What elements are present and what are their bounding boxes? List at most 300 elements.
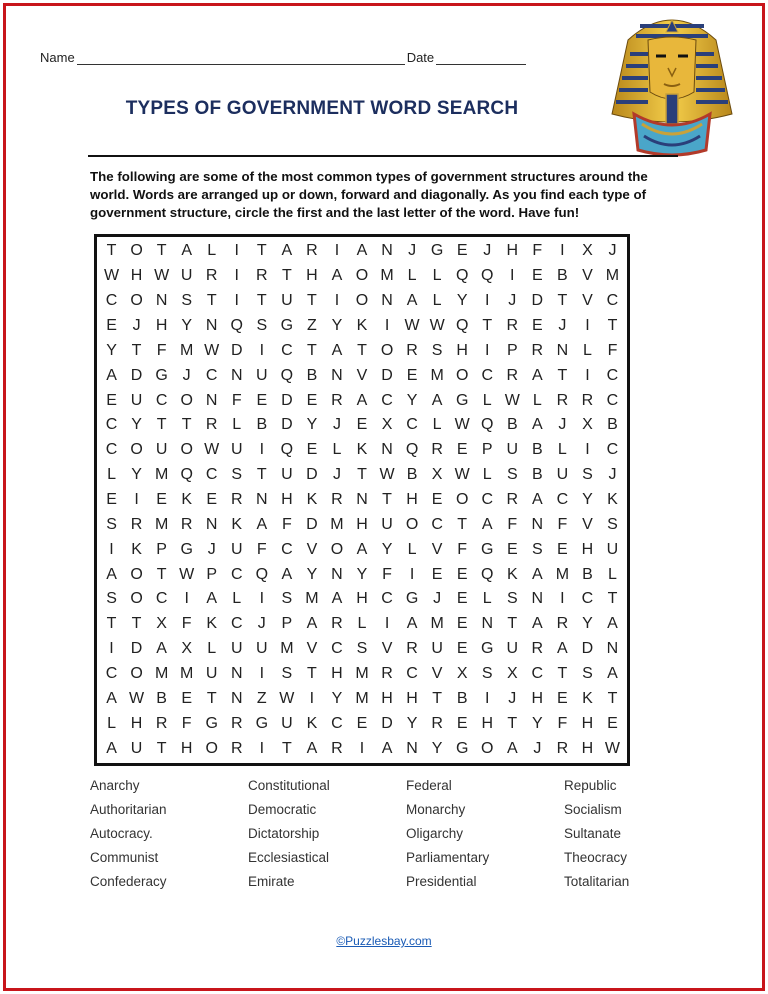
grid-letter[interactable]: N bbox=[331, 565, 343, 583]
grid-letter[interactable]: N bbox=[531, 515, 544, 533]
grid-letter[interactable]: J bbox=[332, 466, 341, 484]
grid-letter[interactable]: R bbox=[556, 615, 569, 633]
grid-letter[interactable]: X bbox=[506, 664, 518, 682]
grid-letter[interactable]: I bbox=[109, 640, 114, 658]
grid-letter[interactable]: F bbox=[557, 515, 568, 533]
grid-letter[interactable]: N bbox=[531, 590, 544, 608]
grid-letter[interactable]: C bbox=[556, 490, 569, 508]
grid-letter[interactable]: O bbox=[380, 341, 394, 359]
grid-letter[interactable]: R bbox=[556, 739, 569, 757]
grid-letter[interactable]: O bbox=[455, 490, 469, 508]
grid-letter[interactable]: C bbox=[105, 441, 118, 459]
grid-letter[interactable]: T bbox=[482, 316, 493, 334]
grid-letter[interactable]: U bbox=[431, 640, 443, 658]
grid-letter[interactable]: T bbox=[281, 739, 292, 757]
grid-letter[interactable]: C bbox=[205, 366, 218, 384]
grid-letter[interactable]: U bbox=[281, 466, 293, 484]
grid-letter[interactable]: P bbox=[281, 615, 293, 633]
grid-letter[interactable]: G bbox=[180, 540, 193, 558]
grid-letter[interactable]: A bbox=[481, 515, 493, 533]
grid-letter[interactable]: C bbox=[406, 416, 418, 434]
grid-letter[interactable]: D bbox=[130, 366, 143, 384]
grid-letter[interactable]: S bbox=[531, 540, 543, 558]
grid-letter[interactable]: A bbox=[531, 565, 543, 583]
grid-letter[interactable]: A bbox=[531, 416, 543, 434]
grid-letter[interactable]: C bbox=[481, 366, 493, 384]
grid-letter[interactable]: J bbox=[408, 242, 417, 260]
grid-letter[interactable]: C bbox=[481, 490, 493, 508]
grid-letter[interactable]: J bbox=[257, 615, 266, 633]
grid-letter[interactable]: E bbox=[456, 565, 468, 583]
name-field[interactable] bbox=[77, 52, 405, 65]
grid-letter[interactable]: A bbox=[531, 366, 543, 384]
grid-letter[interactable]: N bbox=[556, 341, 569, 359]
grid-letter[interactable]: Y bbox=[582, 490, 593, 508]
grid-letter[interactable]: S bbox=[256, 316, 268, 334]
grid-letter[interactable]: Z bbox=[256, 689, 267, 707]
grid-letter[interactable]: I bbox=[234, 267, 239, 285]
grid-letter[interactable]: H bbox=[581, 739, 594, 757]
grid-letter[interactable]: L bbox=[207, 640, 217, 658]
grid-letter[interactable]: F bbox=[382, 565, 392, 583]
grid-letter[interactable]: O bbox=[130, 242, 143, 260]
grid-letter[interactable]: I bbox=[309, 689, 315, 707]
grid-letter[interactable]: T bbox=[557, 366, 568, 384]
grid-letter[interactable]: U bbox=[606, 540, 619, 558]
grid-letter[interactable]: N bbox=[205, 391, 218, 409]
grid-letter[interactable]: T bbox=[206, 292, 217, 310]
grid-letter[interactable]: Y bbox=[306, 416, 318, 434]
grid-letter[interactable]: A bbox=[607, 664, 618, 682]
grid-letter[interactable]: Q bbox=[481, 267, 494, 285]
grid-letter[interactable]: K bbox=[306, 490, 318, 508]
grid-letter[interactable]: R bbox=[306, 242, 318, 260]
grid-letter[interactable]: O bbox=[355, 292, 369, 310]
grid-letter[interactable]: Y bbox=[381, 540, 393, 558]
grid-letter[interactable]: T bbox=[256, 292, 267, 310]
grid-letter[interactable]: A bbox=[356, 242, 368, 260]
grid-letter[interactable]: D bbox=[306, 515, 318, 533]
grid-letter[interactable]: L bbox=[557, 441, 567, 459]
grid-letter[interactable]: J bbox=[608, 466, 617, 484]
grid-letter[interactable]: B bbox=[156, 689, 167, 707]
grid-letter[interactable]: R bbox=[406, 640, 418, 658]
grid-letter[interactable]: I bbox=[585, 441, 590, 459]
grid-letter[interactable]: N bbox=[230, 664, 243, 682]
grid-letter[interactable]: M bbox=[430, 615, 444, 633]
grid-letter[interactable]: L bbox=[232, 590, 242, 608]
grid-letter[interactable]: W bbox=[103, 267, 120, 285]
grid-letter[interactable]: U bbox=[130, 391, 143, 409]
grid-letter[interactable]: G bbox=[481, 540, 494, 558]
grid-letter[interactable]: E bbox=[531, 316, 543, 334]
grid-letter[interactable]: R bbox=[531, 341, 544, 359]
grid-letter[interactable]: N bbox=[381, 441, 393, 459]
grid-letter[interactable]: R bbox=[230, 739, 243, 757]
grid-letter[interactable]: O bbox=[355, 267, 369, 285]
grid-letter[interactable]: A bbox=[281, 242, 293, 260]
grid-letter[interactable]: E bbox=[356, 416, 368, 434]
grid-letter[interactable]: M bbox=[280, 640, 294, 658]
grid-letter[interactable]: I bbox=[485, 292, 490, 310]
grid-letter[interactable]: Q bbox=[455, 267, 469, 285]
grid-letter[interactable]: C bbox=[531, 664, 544, 682]
grid-letter[interactable]: T bbox=[281, 267, 292, 285]
grid-letter[interactable]: A bbox=[156, 640, 167, 658]
grid-letter[interactable]: H bbox=[306, 267, 318, 285]
grid-letter[interactable]: I bbox=[184, 590, 189, 608]
grid-letter[interactable]: P bbox=[506, 341, 518, 359]
grid-letter[interactable]: W bbox=[179, 565, 195, 583]
grid-letter[interactable]: R bbox=[506, 316, 519, 334]
grid-letter[interactable]: O bbox=[130, 441, 143, 459]
grid-letter[interactable]: Y bbox=[106, 341, 117, 359]
grid-letter[interactable]: E bbox=[156, 490, 167, 508]
grid-letter[interactable]: O bbox=[205, 739, 218, 757]
grid-letter[interactable]: E bbox=[256, 391, 268, 409]
grid-letter[interactable]: T bbox=[557, 292, 568, 310]
grid-letter[interactable]: H bbox=[381, 689, 393, 707]
grid-letter[interactable]: T bbox=[432, 689, 443, 707]
grid-letter[interactable]: L bbox=[407, 267, 417, 285]
grid-letter[interactable]: U bbox=[205, 664, 218, 682]
grid-letter[interactable]: C bbox=[281, 540, 293, 558]
grid-letter[interactable]: Y bbox=[406, 714, 418, 732]
grid-letter[interactable]: S bbox=[582, 466, 593, 484]
grid-letter[interactable]: B bbox=[456, 689, 468, 707]
grid-letter[interactable]: B bbox=[306, 366, 318, 384]
grid-letter[interactable]: X bbox=[431, 466, 443, 484]
grid-letter[interactable]: H bbox=[180, 739, 193, 757]
grid-letter[interactable]: F bbox=[557, 714, 568, 732]
grid-letter[interactable]: N bbox=[256, 490, 268, 508]
grid-letter[interactable]: E bbox=[456, 640, 468, 658]
grid-letter[interactable]: R bbox=[431, 441, 443, 459]
grid-letter[interactable]: A bbox=[106, 366, 117, 384]
grid-letter[interactable]: J bbox=[182, 366, 191, 384]
grid-letter[interactable]: L bbox=[107, 466, 116, 484]
grid-letter[interactable]: T bbox=[557, 664, 568, 682]
grid-letter[interactable]: L bbox=[432, 292, 442, 310]
grid-letter[interactable]: R bbox=[406, 341, 418, 359]
grid-letter[interactable]: K bbox=[582, 689, 593, 707]
grid-letter[interactable]: J bbox=[558, 416, 567, 434]
grid-letter[interactable]: C bbox=[606, 391, 619, 409]
grid-letter[interactable]: U bbox=[281, 714, 293, 732]
grid-letter[interactable]: Q bbox=[481, 565, 494, 583]
grid-letter[interactable]: G bbox=[430, 242, 444, 260]
grid-letter[interactable]: G bbox=[455, 391, 469, 409]
grid-letter[interactable]: T bbox=[106, 615, 117, 633]
grid-letter[interactable]: B bbox=[607, 416, 618, 434]
grid-letter[interactable]: T bbox=[307, 292, 317, 310]
grid-letter[interactable]: R bbox=[256, 267, 268, 285]
grid-letter[interactable]: X bbox=[456, 664, 468, 682]
grid-letter[interactable]: V bbox=[582, 292, 593, 310]
grid-letter[interactable]: E bbox=[106, 490, 117, 508]
grid-letter[interactable]: T bbox=[357, 341, 367, 359]
grid-letter[interactable]: G bbox=[255, 714, 269, 732]
grid-letter[interactable]: M bbox=[605, 267, 620, 285]
grid-letter[interactable]: D bbox=[381, 366, 393, 384]
grid-letter[interactable]: Q bbox=[280, 366, 294, 384]
grid-letter[interactable]: F bbox=[532, 242, 543, 260]
grid-letter[interactable]: K bbox=[356, 441, 368, 459]
grid-letter[interactable]: H bbox=[406, 490, 418, 508]
grid-letter[interactable]: H bbox=[331, 664, 343, 682]
grid-letter[interactable]: F bbox=[457, 540, 468, 558]
grid-letter[interactable]: J bbox=[558, 316, 567, 334]
grid-letter[interactable]: L bbox=[332, 441, 342, 459]
grid-letter[interactable]: H bbox=[456, 341, 468, 359]
grid-letter[interactable]: C bbox=[381, 391, 393, 409]
grid-letter[interactable]: I bbox=[234, 242, 239, 260]
grid-letter[interactable]: A bbox=[106, 739, 117, 757]
grid-letter[interactable]: T bbox=[507, 714, 518, 732]
grid-letter[interactable]: N bbox=[381, 242, 393, 260]
grid-letter[interactable]: I bbox=[485, 689, 490, 707]
grid-letter[interactable]: P bbox=[206, 565, 218, 583]
grid-letter[interactable]: N bbox=[406, 739, 418, 757]
grid-letter[interactable]: A bbox=[256, 515, 268, 533]
grid-letter[interactable]: C bbox=[331, 714, 343, 732]
grid-letter[interactable]: A bbox=[106, 565, 117, 583]
grid-letter[interactable]: K bbox=[506, 565, 518, 583]
grid-letter[interactable]: A bbox=[281, 565, 293, 583]
grid-letter[interactable]: N bbox=[205, 316, 218, 334]
grid-letter[interactable]: A bbox=[356, 391, 368, 409]
grid-letter[interactable]: G bbox=[205, 714, 218, 732]
grid-letter[interactable]: M bbox=[555, 565, 570, 583]
grid-letter[interactable]: T bbox=[507, 615, 518, 633]
grid-letter[interactable]: C bbox=[381, 590, 393, 608]
grid-letter[interactable]: D bbox=[306, 466, 318, 484]
grid-letter[interactable]: N bbox=[230, 689, 243, 707]
grid-letter[interactable]: E bbox=[456, 714, 468, 732]
grid-letter[interactable]: F bbox=[181, 615, 192, 633]
grid-letter[interactable]: Q bbox=[481, 416, 494, 434]
grid-letter[interactable]: C bbox=[606, 441, 619, 459]
grid-letter[interactable]: R bbox=[381, 664, 393, 682]
grid-letter[interactable]: J bbox=[608, 242, 617, 260]
grid-letter[interactable]: C bbox=[331, 640, 343, 658]
grid-letter[interactable]: S bbox=[607, 515, 618, 533]
grid-letter[interactable]: T bbox=[607, 316, 618, 334]
grid-letter[interactable]: M bbox=[154, 515, 169, 533]
grid-letter[interactable]: T bbox=[131, 341, 142, 359]
grid-letter[interactable]: S bbox=[106, 515, 117, 533]
grid-letter[interactable]: E bbox=[356, 714, 368, 732]
grid-letter[interactable]: S bbox=[181, 292, 192, 310]
grid-letter[interactable]: E bbox=[456, 590, 468, 608]
grid-letter[interactable]: M bbox=[154, 466, 169, 484]
grid-letter[interactable]: D bbox=[230, 341, 243, 359]
grid-letter[interactable]: E bbox=[506, 540, 518, 558]
grid-letter[interactable]: T bbox=[181, 416, 192, 434]
grid-letter[interactable]: W bbox=[429, 316, 445, 334]
grid-letter[interactable]: J bbox=[508, 689, 517, 707]
grid-letter[interactable]: H bbox=[531, 689, 544, 707]
grid-letter[interactable]: H bbox=[130, 267, 143, 285]
grid-letter[interactable]: U bbox=[230, 540, 243, 558]
grid-letter[interactable]: R bbox=[205, 416, 218, 434]
grid-letter[interactable]: V bbox=[356, 366, 368, 384]
grid-letter[interactable]: M bbox=[180, 341, 194, 359]
grid-letter[interactable]: C bbox=[606, 292, 619, 310]
grid-letter[interactable]: V bbox=[431, 664, 443, 682]
grid-letter[interactable]: L bbox=[582, 341, 592, 359]
grid-letter[interactable]: T bbox=[106, 242, 117, 260]
grid-letter[interactable]: H bbox=[406, 689, 418, 707]
grid-letter[interactable]: A bbox=[557, 640, 568, 658]
grid-letter[interactable]: V bbox=[582, 267, 593, 285]
grid-letter[interactable]: Q bbox=[405, 441, 419, 459]
grid-letter[interactable]: Y bbox=[131, 466, 142, 484]
grid-letter[interactable]: E bbox=[181, 689, 192, 707]
grid-letter[interactable]: H bbox=[281, 490, 293, 508]
grid-letter[interactable]: E bbox=[456, 242, 468, 260]
grid-letter[interactable]: U bbox=[256, 366, 268, 384]
date-field[interactable] bbox=[436, 52, 526, 65]
grid-letter[interactable]: Y bbox=[356, 565, 368, 583]
grid-letter[interactable]: Y bbox=[582, 615, 593, 633]
grid-letter[interactable]: S bbox=[106, 590, 117, 608]
grid-letter[interactable]: H bbox=[356, 590, 368, 608]
grid-letter[interactable]: T bbox=[457, 515, 468, 533]
grid-letter[interactable]: L bbox=[532, 391, 542, 409]
grid-letter[interactable]: A bbox=[331, 590, 343, 608]
grid-letter[interactable]: I bbox=[259, 590, 265, 608]
grid-letter[interactable]: R bbox=[556, 391, 569, 409]
grid-letter[interactable]: O bbox=[180, 391, 193, 409]
grid-letter[interactable]: S bbox=[481, 664, 493, 682]
grid-letter[interactable]: M bbox=[380, 267, 394, 285]
grid-letter[interactable]: R bbox=[531, 640, 544, 658]
grid-letter[interactable]: X bbox=[381, 416, 393, 434]
grid-letter[interactable]: J bbox=[508, 292, 517, 310]
grid-letter[interactable]: T bbox=[357, 466, 367, 484]
grid-letter[interactable]: I bbox=[134, 490, 139, 508]
grid-letter[interactable]: C bbox=[230, 565, 243, 583]
grid-letter[interactable]: O bbox=[481, 739, 494, 757]
grid-letter[interactable]: M bbox=[330, 515, 344, 533]
grid-letter[interactable]: W bbox=[129, 689, 145, 707]
grid-letter[interactable]: P bbox=[481, 441, 493, 459]
grid-letter[interactable]: L bbox=[432, 416, 442, 434]
grid-letter[interactable]: O bbox=[130, 565, 143, 583]
grid-letter[interactable]: W bbox=[204, 341, 220, 359]
grid-letter[interactable]: L bbox=[357, 615, 367, 633]
grid-letter[interactable]: N bbox=[381, 292, 393, 310]
grid-letter[interactable]: R bbox=[331, 615, 343, 633]
grid-letter[interactable]: K bbox=[206, 615, 218, 633]
grid-letter[interactable]: G bbox=[280, 316, 294, 334]
grid-letter[interactable]: U bbox=[256, 640, 268, 658]
grid-letter[interactable]: C bbox=[281, 341, 293, 359]
grid-letter[interactable]: U bbox=[506, 640, 519, 658]
grid-letter[interactable]: K bbox=[131, 540, 142, 558]
grid-letter[interactable]: U bbox=[381, 515, 393, 533]
grid-letter[interactable]: E bbox=[106, 391, 117, 409]
grid-letter[interactable]: M bbox=[180, 664, 194, 682]
grid-letter[interactable]: W bbox=[204, 441, 220, 459]
grid-letter[interactable]: S bbox=[431, 341, 443, 359]
grid-letter[interactable]: E bbox=[306, 441, 318, 459]
grid-letter[interactable]: K bbox=[181, 490, 192, 508]
grid-letter[interactable]: I bbox=[409, 565, 415, 583]
grid-letter[interactable]: R bbox=[331, 490, 343, 508]
grid-letter[interactable]: C bbox=[205, 466, 218, 484]
grid-letter[interactable]: Q bbox=[280, 441, 294, 459]
grid-letter[interactable]: G bbox=[455, 739, 469, 757]
grid-letter[interactable]: I bbox=[359, 739, 365, 757]
grid-letter[interactable]: A bbox=[206, 590, 218, 608]
grid-letter[interactable]: L bbox=[482, 590, 492, 608]
grid-letter[interactable]: K bbox=[231, 515, 243, 533]
grid-letter[interactable]: R bbox=[230, 490, 243, 508]
grid-letter[interactable]: D bbox=[581, 640, 594, 658]
grid-letter[interactable]: O bbox=[455, 366, 469, 384]
grid-letter[interactable]: A bbox=[331, 341, 343, 359]
grid-letter[interactable]: Y bbox=[406, 391, 418, 409]
grid-letter[interactable]: C bbox=[431, 515, 443, 533]
grid-letter[interactable]: T bbox=[256, 466, 267, 484]
grid-letter[interactable]: E bbox=[607, 714, 618, 732]
grid-letter[interactable]: R bbox=[180, 515, 193, 533]
grid-letter[interactable]: R bbox=[506, 366, 519, 384]
grid-letter[interactable]: H bbox=[481, 714, 493, 732]
grid-letter[interactable]: Y bbox=[181, 316, 192, 334]
grid-letter[interactable]: M bbox=[305, 590, 319, 608]
grid-letter[interactable]: M bbox=[430, 366, 444, 384]
grid-letter[interactable]: X bbox=[156, 615, 167, 633]
grid-letter[interactable]: Q bbox=[180, 466, 193, 484]
grid-letter[interactable]: K bbox=[607, 490, 618, 508]
grid-letter[interactable]: Y bbox=[331, 689, 343, 707]
grid-letter[interactable]: R bbox=[155, 714, 168, 732]
grid-letter[interactable]: N bbox=[155, 292, 168, 310]
grid-letter[interactable]: I bbox=[259, 341, 265, 359]
grid-letter[interactable]: T bbox=[307, 341, 317, 359]
grid-letter[interactable]: T bbox=[206, 689, 217, 707]
grid-letter[interactable]: F bbox=[231, 391, 242, 409]
grid-letter[interactable]: J bbox=[483, 242, 492, 260]
grid-letter[interactable]: E bbox=[306, 391, 318, 409]
grid-letter[interactable]: I bbox=[485, 341, 490, 359]
grid-letter[interactable]: K bbox=[356, 316, 368, 334]
grid-letter[interactable]: K bbox=[306, 714, 318, 732]
grid-letter[interactable]: A bbox=[607, 615, 618, 633]
grid-letter[interactable]: T bbox=[131, 615, 142, 633]
grid-letter[interactable]: B bbox=[256, 416, 268, 434]
grid-letter[interactable]: D bbox=[381, 714, 393, 732]
grid-letter[interactable]: A bbox=[331, 267, 343, 285]
grid-letter[interactable]: N bbox=[205, 515, 218, 533]
grid-letter[interactable]: A bbox=[181, 242, 192, 260]
grid-letter[interactable]: B bbox=[506, 416, 518, 434]
grid-letter[interactable]: E bbox=[206, 490, 218, 508]
grid-letter[interactable]: S bbox=[356, 640, 368, 658]
grid-letter[interactable]: H bbox=[155, 316, 168, 334]
grid-letter[interactable]: A bbox=[306, 615, 318, 633]
footer-link[interactable]: ©Puzzlesbay.com bbox=[336, 934, 432, 948]
grid-letter[interactable]: W bbox=[454, 466, 470, 484]
grid-letter[interactable]: G bbox=[405, 590, 419, 608]
grid-letter[interactable]: E bbox=[557, 540, 568, 558]
grid-letter[interactable]: I bbox=[510, 267, 515, 285]
grid-letter[interactable]: X bbox=[582, 416, 593, 434]
grid-letter[interactable]: S bbox=[281, 664, 293, 682]
